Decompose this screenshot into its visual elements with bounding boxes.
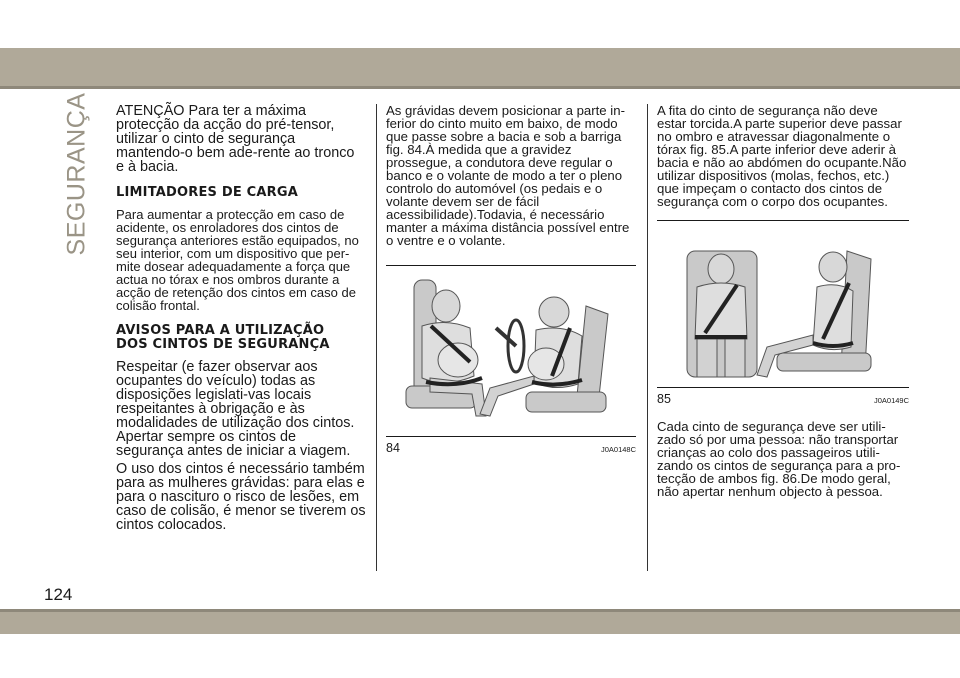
footer-band (0, 612, 960, 634)
column-3 (657, 104, 909, 504)
top-margin (0, 0, 960, 48)
figure-84-bottom-rule (386, 436, 636, 437)
figure-84-caption (386, 441, 636, 455)
column-divider-2 (647, 104, 648, 571)
figure-85-illustration (657, 221, 909, 387)
section-tab (57, 92, 97, 256)
figure-85-bottom-rule (657, 387, 909, 388)
figure-84-illustration (386, 266, 636, 436)
paragraph-usage-1: Respeitar (e fazer observar aos ocupantes do veículo) todas as disposições legislati-vas locais respeitantes à obrigação e às modalidades de utilização dos cintos. Apertar sempre os cintos de segurança antes de iniciar a viagem. (116, 359, 355, 459)
figure-85 (657, 221, 909, 406)
heading-load-limiters: LIMITADORES DE CARGA (116, 185, 298, 200)
paragraph-strap: A fita do cinto de segurança não deve estar torcida.A parte superior deve passar no ombro e atravessar diagonalmente o tórax fig. 85.A parte inferior deve aderir à bacia e não ao abdómen do ocupante.Não utilizar dispositivos (molas, fechos, etc.) que impeçam o contacto dos cintos de segurança com o corpo dos ocupantes. (657, 103, 907, 209)
paragraph-pregnant: As grávidas devem posicionar a parte in-ferior do cinto muito em baixo, de modo que passe sobre a bacia e sob a barriga fig. 84.À medida que a gravidez prossegue, a condutora deve regular o banco e o volante de modo a ter o pleno controlo do automóvel (os pedais e o volante devem ser de fácil acessibilidade).Todavia, é necessário manter a máxima distância possível entre o ventre e o volante. (386, 103, 630, 248)
pregnant-occupants-illustration (386, 266, 636, 436)
figure-85-caption (657, 392, 909, 406)
paragraph-load-limiters: Para aumentar a protecção em caso de acidente, os enroladores dos cintos de segurança anteriores estão equipados, no seu interior, com um dispositivo que per-mite dosear adequadamente a força que actua no tórax e nos ombros durante a acção de retenção dos cintos em caso de colisão frontal. (116, 207, 359, 313)
header-band-line (0, 86, 960, 89)
figure-84-code: J0A0148C (600, 445, 636, 454)
heading-usage-warnings (116, 324, 366, 352)
section-tab-label: SEGURANÇA (62, 92, 91, 256)
paragraph-one-person: Cada cinto de segurança deve ser utili-zado só por uma pessoa: não transportar crianças ao colo dos passageiros utili-zando os cintos de segurança para a pro-tecção de ambos fig. 86.De modo geral, não apertar nenhum objecto à pessoa. (657, 419, 901, 499)
figure-84-number: 84 (386, 441, 400, 455)
figure-85-number: 85 (657, 392, 671, 406)
bottom-margin (0, 634, 960, 678)
heading-usage-line-1: AVISOS PARA A UTILIZAÇÃO (116, 323, 325, 338)
header-band (0, 48, 960, 86)
paragraph-usage-2: O uso dos cintos é necessário também para as mulheres grávidas: para elas e para o nascituro o risco de lesões, em caso de colisão, é menor se tiverem os cintos colocados. (116, 461, 366, 533)
column-1 (116, 104, 366, 539)
figure-84 (386, 266, 636, 455)
figure-85-code: J0A0149C (873, 396, 909, 405)
column-2 (386, 104, 636, 455)
warning-text: ATENÇÃO Para ter a máxima protecção da acção do pré-tensor, utilizar o cinto de segurança mantendo-o bem ade-rente ao tronco e à bacia. (116, 103, 355, 175)
column-divider-1 (376, 104, 377, 571)
correct-belt-illustration (657, 221, 909, 387)
heading-usage-line-2: DOS CINTOS DE SEGURANÇA (116, 337, 330, 352)
page-number: 124 (44, 585, 73, 604)
